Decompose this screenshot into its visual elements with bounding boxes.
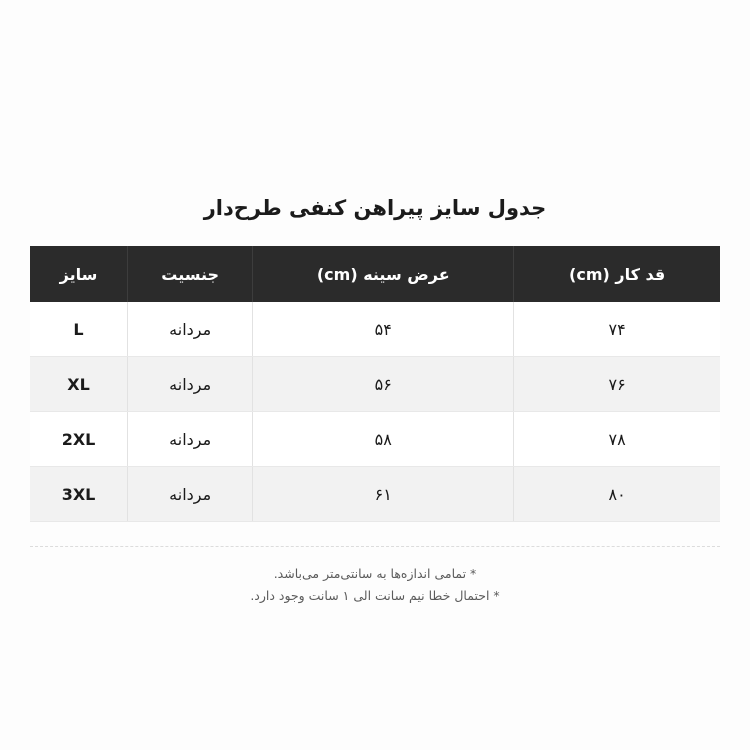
cell-chest: ۵۶ xyxy=(253,357,514,412)
note-tolerance: * احتمال خطا نیم سانت الی ۱ سانت وجود دارد. xyxy=(250,588,500,603)
table-header-row xyxy=(30,246,720,302)
note-units: * تمامی اندازه‌ها به سانتی‌متر می‌باشد. xyxy=(273,566,477,581)
table-header xyxy=(30,246,720,302)
cell-chest: ۵۴ xyxy=(253,302,514,357)
cell-gender: مردانه xyxy=(128,357,253,412)
size-table xyxy=(30,246,720,522)
cell-gender: مردانه xyxy=(128,467,253,522)
column-header-chest: عرض سینه (cm) xyxy=(253,246,514,302)
column-header-size: سایز xyxy=(30,246,128,302)
cell-size: L xyxy=(30,302,128,357)
page-title: جدول سایز پیراهن کنفی طرح‌دار xyxy=(203,196,547,220)
column-header-height: قد کار (cm) xyxy=(514,246,720,302)
cell-gender: مردانه xyxy=(128,302,253,357)
cell-chest: ۵۸ xyxy=(253,412,514,467)
table-row xyxy=(30,467,720,522)
column-header-gender: جنسیت xyxy=(128,246,253,302)
cell-height: ۸۰ xyxy=(514,467,720,522)
size-table-container xyxy=(30,246,720,522)
cell-size: XL xyxy=(30,357,128,412)
cell-gender: مردانه xyxy=(128,412,253,467)
table-body xyxy=(30,302,720,522)
cell-height: ۷۶ xyxy=(514,357,720,412)
notes-section xyxy=(30,546,720,607)
cell-height: ۷۴ xyxy=(514,302,720,357)
table-row xyxy=(30,302,720,357)
cell-height: ۷۸ xyxy=(514,412,720,467)
cell-size: 3XL xyxy=(30,467,128,522)
cell-chest: ۶۱ xyxy=(253,467,514,522)
cell-size: 2XL xyxy=(30,412,128,467)
table-row xyxy=(30,357,720,412)
table-row xyxy=(30,412,720,467)
